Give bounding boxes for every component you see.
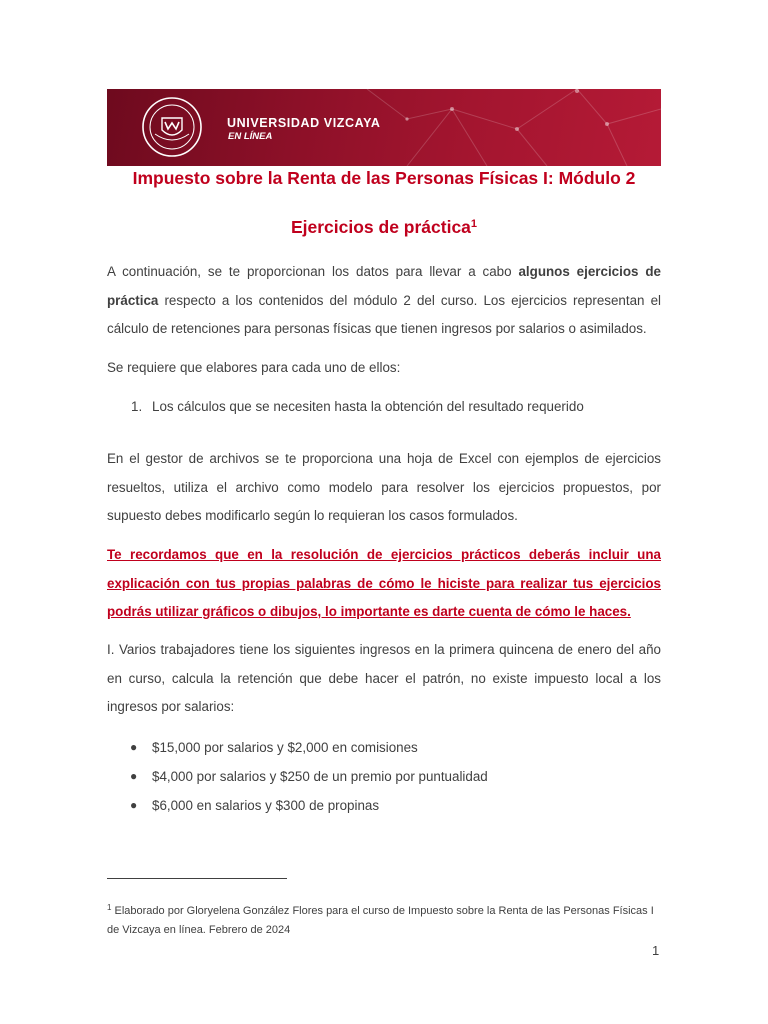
requirement-text: Se requiere que elabores para cada uno de ellos: [107,360,401,375]
list-number: 1. [131,399,143,414]
bullet-icon: ● [130,740,138,754]
exercise-intro-paragraph: I. Varios trabajadores tiene los siguientes ingresos en la primera quincena de enero del año en curso, calcula la retención que debe hacer el patrón, no existe impuesto local a los ingresos por salarios: [107,642,661,714]
header-banner [107,89,661,166]
page-number: 1 [652,943,660,958]
intro-bold-text: algunos ejercicios de práctica [107,264,661,308]
bullet-icon: ● [130,769,138,783]
list-item: $4,000 por salarios y $250 de un premio por puntualidad [152,769,488,784]
list-item-text: Los cálculos que se necesiten hasta la obtención del resultado requerido [152,399,584,414]
list-item: $15,000 por salarios y $2,000 en comisiones [152,740,418,755]
intro-paragraph [107,258,661,344]
footnote [107,898,667,940]
intro-text-2: respecto a los contenidos del módulo 2 del curso. Los ejercicios representan el cálculo de retenciones para personas físicas que tienen ingresos por salarios o asimilados. [107,292,661,336]
document-title: Impuesto sobre la Renta de las Personas Físicas I: Módulo 2 [132,168,636,188]
university-subtitle: EN LÍNEA [228,131,273,142]
list-item: $6,000 en salarios y $300 de propinas [152,798,380,813]
reminder-paragraph: Te recordamos que en la resolución de ejercicios prácticos deberás incluir una explicación con tus propias palabras de cómo le hiciste para realizar tus ejercicios podrás utilizar gráficos o dibujos, lo importante es darte cuenta de cómo le haces. [107,547,661,619]
footnote-text: Elaborado por Gloryelena González Flores para el curso de Impuesto sobre la Renta de las Personas Físicas I de Vizcaya en línea. Febrero de 2024 [107,905,654,936]
excel-paragraph: En el gestor de archivos se te proporciona una hoja de Excel con ejemplos de ejercicios resueltos, utiliza el archivo como modelo para resolver los ejercicios propuestos, por supuesto debes modificarlo según lo requieran los casos formulados. [107,451,661,523]
document-subtitle [0,217,768,238]
footnote-divider [107,878,287,879]
bullet-icon: ● [130,798,138,812]
footnote-mark: 1 [107,903,112,912]
subtitle-text: Ejercicios de práctica [290,217,471,237]
intro-text-1: A continuación, se te proporcionan los datos para llevar a cabo [107,264,519,279]
footnote-reference: 1 [470,218,478,230]
university-name: UNIVERSIDAD VIZCAYA [227,116,381,130]
university-seal-icon [141,96,203,158]
